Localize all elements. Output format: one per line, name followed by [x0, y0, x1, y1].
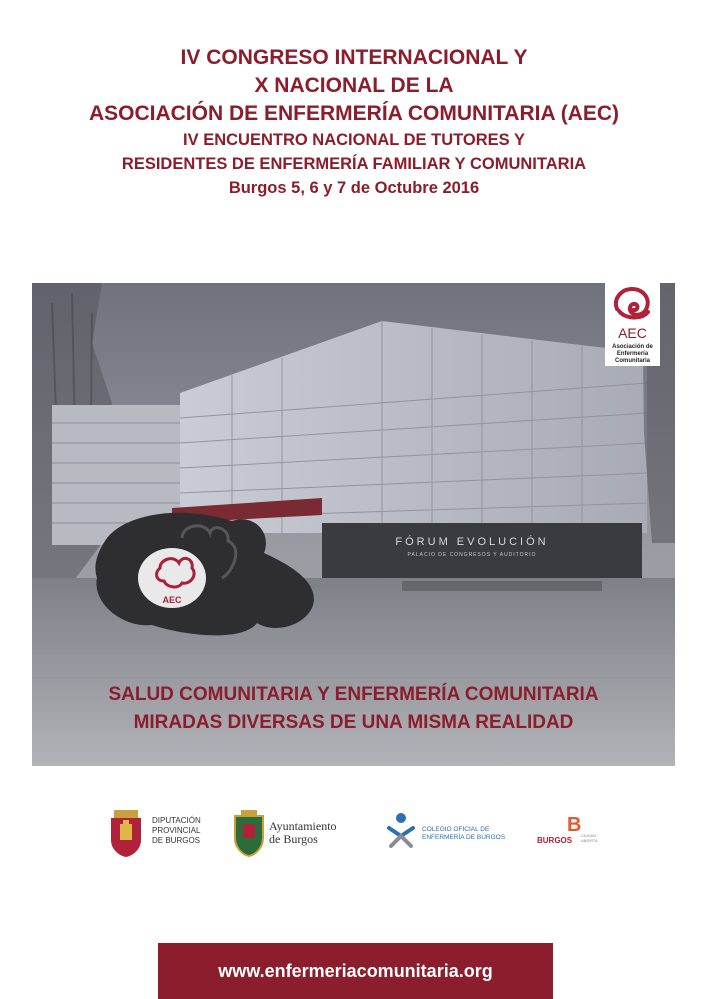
ayuntamiento-logo — [233, 808, 363, 860]
ayuntamiento-line-2: de Burgos — [269, 832, 318, 846]
website-link[interactable]: www.enfermeriacomunitaria.org — [158, 943, 553, 999]
heading-line-1: IV CONGRESO INTERNACIONAL Y — [180, 46, 528, 69]
aec-sub-line-3: Comunitaria — [614, 358, 650, 364]
building-sign: FÓRUM EVOLUCIÓN — [395, 536, 549, 548]
congress-tagline — [32, 681, 675, 737]
colegio-line-1: COLEGIO OFICIAL DE — [422, 826, 490, 833]
diputacion-logo — [108, 808, 208, 860]
event-heading — [0, 44, 708, 200]
sponsor-logos — [0, 806, 708, 866]
heading-line-2: X NACIONAL DE LA — [254, 74, 454, 97]
burgos-logo — [537, 814, 617, 854]
heading-line-4: IV ENCUENTRO NACIONAL DE TUTORES Y — [183, 131, 525, 149]
aec-logo — [605, 283, 660, 366]
sculpture-label: AEC — [162, 595, 182, 605]
colegio-figure-icon — [385, 812, 417, 850]
ayuntamiento-shield-icon — [233, 808, 265, 858]
aec-swirl-icon — [605, 283, 660, 325]
burgos-tag-2: ABIERTA — [581, 838, 598, 843]
heading-line-3: ASOCIACIÓN DE ENFERMERÍA COMUNITARIA (AEC) — [88, 102, 620, 125]
diputacion-line-3: DE BURGOS — [152, 836, 201, 845]
diputacion-line-2: PROVINCIAL — [152, 826, 201, 835]
event-date: Burgos 5, 6 y 7 de Octubre 2016 — [228, 179, 480, 197]
burgos-name: BURGOS — [537, 836, 573, 845]
burgos-mark: B — [567, 814, 582, 836]
ayuntamiento-line-1: Ayuntamiento — [269, 819, 337, 833]
aec-abbreviation: AEC — [618, 325, 647, 341]
diputacion-line-1: DIPUTACIÓN — [152, 816, 201, 825]
aec-full-name — [605, 344, 660, 365]
diputacion-coat-of-arms-icon — [108, 808, 144, 858]
tagline-line-1: SALUD COMUNITARIA Y ENFERMERÍA COMUNITARIA — [108, 684, 599, 705]
aec-sub-line-1: Asociación de — [612, 344, 653, 350]
building-sign-sub: PALACIO DE CONGRESOS Y AUDITORIO — [407, 552, 537, 558]
tagline-line-2: MIRADAS DIVERSAS DE UNA MISMA REALIDAD — [133, 712, 574, 733]
venue-photo — [32, 283, 675, 766]
colegio-line-2: ENFERMERÍA DE BURGOS — [422, 834, 506, 841]
burgos-tag-1: CIUDAD — [581, 833, 597, 838]
aec-sub-line-2: Enfermería — [616, 351, 649, 357]
colegio-logo — [385, 812, 515, 856]
heading-line-5: RESIDENTES DE ENFERMERÍA FAMILIAR Y COMUNITARIA — [121, 155, 587, 173]
